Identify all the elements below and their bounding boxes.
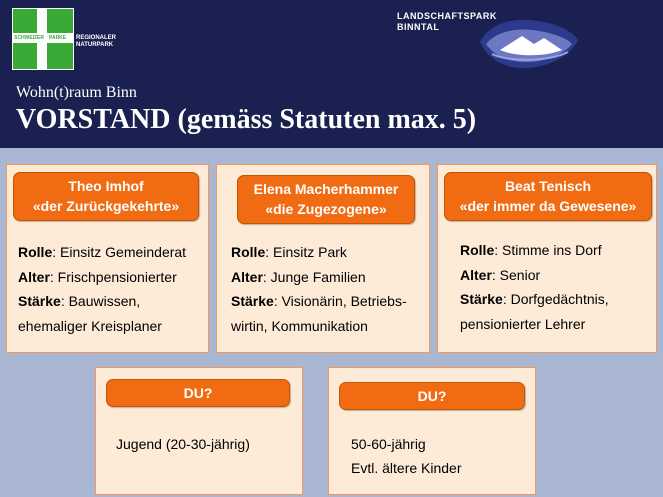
page-subtitle: Wohn(t)raum Binn: [16, 84, 137, 101]
landschaftspark-logo-icon: [478, 14, 580, 72]
member-card-elena-macherhammer: [216, 164, 430, 353]
swiss-parks-logo: RESEAUX SCHWEIZER PARKE PARCS: [12, 8, 74, 70]
member-name-badge: Beat Tenisch «der immer da Gewesene»: [444, 172, 652, 221]
open-slot-text: Jugend (20-30-jährig): [116, 436, 250, 452]
member-card-beat-tenisch: [437, 164, 657, 353]
member-card-theo-imhof: [6, 164, 209, 353]
open-slot-card: [95, 367, 303, 495]
member-name-badge: Elena Macherhammer «die Zugezogene»: [237, 175, 415, 224]
page-title: VORSTAND (gemäss Statuten max. 5): [16, 104, 477, 135]
member-info: Rolle: Einsitz Park Alter: Junge Familien Stärke: Visionärin, Betriebs- wirtin, Kommunikation: [231, 244, 407, 334]
member-info: Rolle: Stimme ins Dorf Alter: Senior Stärke: Dorfgedächtnis, pensionierter Lehrer: [460, 242, 609, 332]
open-slot-badge: DU?: [339, 382, 525, 410]
landschaftspark-binntal-title: LANDSCHAFTSPARK BINNTAL: [397, 11, 497, 32]
open-slot-card: [328, 367, 536, 495]
open-slot-badge: DU?: [106, 379, 290, 407]
open-slot-text: 50-60-jährig Evtl. ältere Kinder: [351, 436, 462, 476]
regional-naturpark-text: REGIONALER NATURPARK: [76, 35, 117, 48]
member-info: Rolle: Einsitz Gemeinderat Alter: Frischpensionierter Stärke: Bauwissen, ehemaliger Kreisplaner: [18, 244, 187, 334]
member-name-badge: Theo Imhof «der Zurückgekehrte»: [13, 172, 199, 221]
header-banner: [0, 0, 663, 148]
